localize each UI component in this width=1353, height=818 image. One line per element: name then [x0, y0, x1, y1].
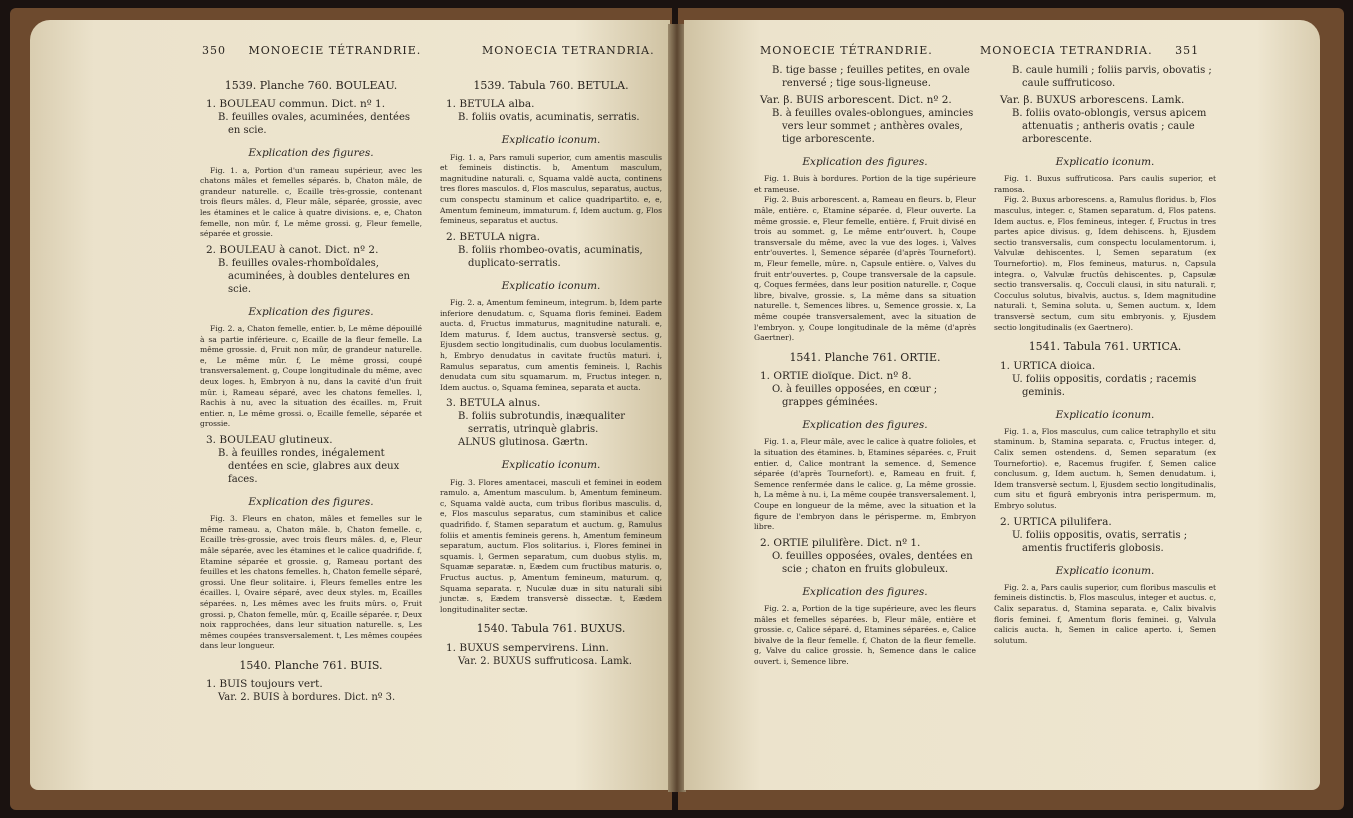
species-entry: 1. ORTIE dioïque. Dict. nº 8. — [760, 370, 912, 383]
explanation-heading: Explication des figures. — [802, 585, 928, 598]
diagnosis: B. foliis ovato-oblongis, versus apicem attenuatis ; antheris ovatis ; caule arborescente. — [1012, 108, 1207, 145]
diagnosis: O. feuilles opposées, ovales, dentées en scie ; chaton en fruits globuleux. — [772, 550, 973, 575]
explanation-heading: Explicatio iconum. — [501, 459, 601, 472]
figure-text: Fig. 2. a, Pars caulis superior, cum floribus masculis et femineis distinctis. b, Flos masculus, integer et auctus. c, Calix separatus. d, Stamina separata. e, Calix bivalvis floris feminei. f, Amentum floris feminei. g, Valvula calicis aucta. h, Semen in calice aperto. i, Semen solutum. — [994, 582, 1216, 645]
species-entry: 2. BETULA nigra. — [446, 230, 540, 243]
right-col-la — [994, 64, 1216, 646]
synonym: ALNUS glutinosa. Gærtn. — [458, 437, 589, 449]
diagnosis: B. feuilles ovales-rhomboïdales, acuminées, à doubles dentelures en scie. — [218, 257, 410, 295]
explanation-heading: Explication des figures. — [802, 156, 928, 168]
species-entry: 1. BOULEAU commun. Dict. nº 1. — [206, 98, 386, 111]
diagnosis: U. foliis oppositis, cordatis ; racemis geminis. — [1012, 373, 1197, 398]
diagnosis: B. feuilles ovales, acuminées, dentées en scie. — [218, 112, 411, 137]
species-entry: 2. BOULEAU à canot. Dict. nº 2. — [206, 243, 379, 256]
figure-text: Fig. 1. Buis à bordures. Portion de la tige supérieure et rameuse. — [754, 174, 976, 194]
left-header-la — [482, 44, 655, 57]
diagnosis: B. tige basse ; feuilles petites, en ovale renversé ; tige sous-ligneuse. — [772, 65, 970, 89]
plate-heading: 1540. Tabula 761. BUXUS. — [476, 622, 626, 636]
page-number-right: 351 — [1175, 44, 1200, 57]
left-col-fr — [200, 72, 422, 704]
species-entry: 3. BETULA alnus. — [446, 397, 541, 410]
figure-text: Fig. 1. a, Fleur mâle, avec le calice à quatre folioles, et la situation des étamines. b, Etamines séparées. c, Fruit entier. d, Calice montrant la semence. d, Semence séparée (d'après Tournefort). e, Rameau en fruit. f, Semence renfermée dans le calice. g, La même grossie. h, La même à nu. i, La même coupée transversalement. l, Coupe en longueur de la même, avec la situation et la figure de l'embryon dans le périsperme. m, Embryon libre. — [754, 437, 976, 532]
diagnosis: B. à feuilles ovales-oblongues, amincies vers leur sommet ; anthères ovales, tige arborescente. — [772, 108, 974, 145]
header-title-la: MONOECIA TETRANDRIA. — [980, 44, 1153, 57]
species-entry: 2. ORTIE pilulifère. Dict. nº 1. — [760, 536, 921, 549]
left-page — [30, 20, 670, 790]
explanation-heading: Explicatio iconum. — [501, 134, 601, 147]
plate-heading: 1539. Tabula 760. BETULA. — [473, 79, 629, 92]
right-header-la — [980, 44, 1199, 57]
diagnosis: B. à feuilles rondes, inégalement dentées en scie, glabres aux deux faces. — [218, 447, 400, 485]
species-entry: 2. URTICA pilulifera. — [1000, 515, 1112, 528]
explanation-heading: Explicatio iconum. — [1055, 156, 1155, 168]
diagnosis: B. foliis subrotundis, inæqualiter serratis, utrinquè glabris. — [458, 411, 626, 436]
variety-entry: Var. β. BUXUS arborescens. Lamk. — [1000, 94, 1185, 106]
species-entry: 1. BETULA alba. — [446, 98, 535, 111]
diagnosis: B. foliis rhombeo-ovatis, acuminatis, duplicato-serratis. — [458, 244, 643, 269]
explanation-heading: Explicatio iconum. — [501, 279, 601, 292]
figure-text: Fig. 1. a, Pars ramuli superior, cum amentis masculis et femineis distinctis. b, Amentum masculum, magnitudine naturali. c, Squama valdè aucta, continens tres flores masculos. d, Flos masculus, separatus, auctus, cum conspectu staminum et calice quadripartito. e, e, Amentum femineum, immaturum. f, Idem auctum. g, Flos femineus, separatus et auctus. — [440, 152, 662, 226]
left-col-la — [440, 72, 662, 668]
species-entry: 3. BOULEAU glutineux. — [206, 433, 333, 446]
variety-entry: Var. β. BUIS arborescent. Dict. nº 2. — [760, 94, 952, 106]
explanation-heading: Explication des figures. — [248, 495, 374, 508]
left-header-fr — [202, 44, 421, 57]
plate-heading: 1539. Planche 760. BOULEAU. — [224, 79, 398, 92]
explanation-heading: Explicatio iconum. — [1055, 408, 1155, 421]
diagnosis: B. caule humili ; foliis parvis, obovatis ; caule suffruticoso. — [1012, 65, 1212, 89]
figure-text: Fig. 1. a, Portion d'un rameau supérieur, avec les chatons mâles et femelles séparés. b, Chaton mâle, de grandeur naturelle. c, Ecaille très-grossie, contenant trois fleurs mâles. d, Fleur mâle, séparée, grossie, avec les étamines et le calice à quatre divisions. e, e, Chaton femelle, non mûr. f, Le même grossi. g, Fleur femelle, séparée et grossie. — [200, 165, 422, 239]
figure-text: Fig. 3. Flores amentacei, masculi et feminei in eodem ramulo. a, Amentum masculum. b, Amentum femineum. c, Squama valdè aucta, cum tribus floribus masculis. d, e, Flos masculus separatus, cum staminibus et calice quadrifido. f, Stamen separatum et auctum. g, Ramulus foliis et amentis femineis gerens. h, Amentum femineum separatum, auctum. Flos solitarius. i, Flores feminei in squamis. l, Germen separatum, cum duobus stylis. m, Squamæ separatæ. n, Eædem cum fructibus maturis. o, Fructus auctus. p, Amentum femineum, maturum. q, Squama separata. r, Nuculæ duæ in situ naturali sibi junctæ. s, Eædem transversè dissectæ. t, Eædem longitudinaliter sectæ. — [440, 477, 662, 614]
diagnosis: B. foliis ovatis, acuminatis, serratis. — [458, 112, 640, 124]
header-title-fr: MONOECIE TÉTRANDRIE. — [248, 44, 422, 57]
diagnosis: O. à feuilles opposées, en cœur ; grappes géminées. — [772, 384, 938, 409]
plate-heading: 1540. Planche 761. BUIS. — [239, 659, 383, 672]
plate-heading: 1541. Tabula 761. URTICA. — [1028, 340, 1182, 354]
header-title-la: MONOECIA TETRANDRIA. — [482, 44, 655, 57]
diagnosis: U. foliis oppositis, ovatis, serratis ; amentis fructiferis globosis. — [1012, 529, 1188, 554]
figure-text: Fig. 2. Buxus arborescens. a, Ramulus floridus. b, Flos masculus, integer. c, Stamen separatum. d, Flos patens. Idem auctus. e, Flos femineus, integer. f, Fructus in tres partes apice divisus. g, Idem dehiscens. h, Ejusdem sectio transversalis, cum conspectu loculamentorum. i, Valvulæ dehiscentes. l, Semen separatum (ex Tournefortio). m, Flos femineus, maturus. n, Capsula integra. o, Valvulæ fructûs dehiscentes. p, Capsulæ sectio transversalis. q, Cocculi clausi, in situ naturali. r, Cocculus solutus, bivalvis, auctus. s, Idem magnitudine naturali. t, Semina soluta. u, Semen auctum. x, Idem transversè sectum, cum situ embryonis. y, Ejusdem sectio longitudinalis (ex Gaertnero). — [994, 195, 1216, 332]
figure-text: Fig. 2. Buis arborescent. a, Rameau en fleurs. b, Fleur mâle, entière. c, Etamine séparée. d, Fleur ouverte. La même grossie. e, Fleur femelle, entière. f, Fruit divisé en trois au sommet. g, Le même entr'ouvert. h, Coupe transversale du même, avec la vue des loges. i, Valves entr'ouvertes. l, Semence séparée (d'après Tournefort). m, Fleur femelle, mûre. n, Capsule entière. o, Valves du fruit entr'ouvertes. p, Coupe transversale de la capsule. q, Coques fermées, dans leur position naturelle. r, Coque libre, bivalve, grossie. s, La même dans sa situation naturelle. t, Semences libres. u, Semence grossie. x, La même coupée transversalement, avec la situation de l'embryon. y, Coupe longitudinale de la même (d'après Gaertner). — [754, 195, 976, 343]
species-entry: 1. URTICA dioica. — [1000, 359, 1096, 372]
right-col-fr — [754, 64, 976, 668]
figure-text: Fig. 2. a, Chaton femelle, entier. b, Le même dépouillé à sa partie inférieure. c, Ecaille de la fleur femelle. La même grossie. d, Fruit non mûr, de grandeur naturelle. e, Le même mûr. f, Le même grossi, coupé transversalement. g, Coupe longitudinale du même, avec deux loges. h, Embryon à nu, dans la cavité d'un fruit mûr. i, Rameau séparé, avec les chatons femelles. l, Rachis à nu, avec la situation des écailles. m, Fruit entier. n, Le même grossi. o, Ecaille femelle, séparée et grossie. — [200, 324, 422, 429]
right-header-fr — [760, 44, 933, 57]
explanation-heading: Explicatio iconum. — [1055, 564, 1155, 577]
figure-text: Fig. 3. Fleurs en chaton, mâles et femelles sur le même rameau. a, Chaton mâle. b, Chaton femelle. c, Ecaille très-grossie, avec trois fleurs mâles. d, e, Fleur mâle séparée, avec les étamines et le calice quadrifide. f, Etamine séparée et grossie. g, Rameau portant des feuilles et les chatons femelles. h, Chaton femelle séparé, grossi. Une fleur solitaire. i, Fleurs femelles entre les écailles. l, Ovaire séparé, avec deux styles. m, Ecailles séparées. n, Les mêmes avec les fruits mûrs. o, Fruit grossi. p, Chaton femelle, mûr. q, Ecaille séparée. r, Deux noix rapprochées, dans leur situation naturelle. s, Les mêmes coupées transversalement. t, Les mêmes coupées dans leur longueur. — [200, 514, 423, 651]
figure-text: Fig. 2. a, Amentum femineum, integrum. b, Idem parte inferiore denudatum. c, Squama floris feminei. Eadem aucta. d, Fructus immaturus, magnitudine naturali. e, Idem maturus. f, Idem auctus, transversè sectus. g, Ejusdem sectio longitudinalis, cum duobus loculamentis. h, Embryo denudatus in cavitate fructûs maturi. i, Ramulus separatus, cum amentis femineis. l, Rachis denudata cum situ squamarum. m, Fructus integer. n, Idem auctus. o, Squama feminea, separata et aucta. — [440, 298, 662, 392]
figure-text: Fig. 2. a, Portion de la tige supérieure, avec les fleurs mâles et femelles séparées. b, Fleur mâle, entière et grossie. c, Calice séparé. d, Etamines séparées. e, Calice bivalve de la fleur femelle. f, Chaton de la fleur femelle. g, Valve du calice grossie. h, Semence dans le calice ouvert. i, Semence libre. — [754, 604, 976, 666]
right-page — [684, 20, 1320, 790]
header-title-fr: MONOECIE TÉTRANDRIE. — [760, 44, 933, 57]
species-entry: 1. BUXUS sempervirens. Linn. — [446, 641, 609, 654]
explanation-heading: Explication des figures. — [802, 419, 928, 432]
plate-heading: 1541. Planche 761. ORTIE. — [789, 350, 941, 364]
explanation-heading: Explication des figures. — [248, 147, 374, 160]
figure-text: Fig. 1. a, Flos masculus, cum calice tetraphyllo et situ staminum. b, Stamina separata. c, Fructus integer. d, Calix semen ostendens. d, Semen separatum (ex Tournefortio). e, Racemus frugifer. f, Semen calice conclusum. g, Idem auctum. h, Semen denudatum. i, Idem transversè sectum. l, Ejusdem sectio longitudinalis, cum situ et figurâ embryonis intra perispermum. m, Embryo solutus. — [994, 426, 1216, 510]
page-number-left: 350 — [202, 44, 226, 57]
species-entry: 1. BUIS toujours vert. — [206, 678, 323, 691]
figure-text: Fig. 1. Buxus suffruticosa. Pars caulis superior, et ramosa. — [994, 174, 1216, 194]
diagnosis: Var. 2. BUXUS suffruticosa. Lamk. — [458, 655, 632, 667]
explanation-heading: Explication des figures. — [248, 305, 374, 318]
diagnosis: Var. 2. BUIS à bordures. Dict. nº 3. — [218, 692, 396, 704]
